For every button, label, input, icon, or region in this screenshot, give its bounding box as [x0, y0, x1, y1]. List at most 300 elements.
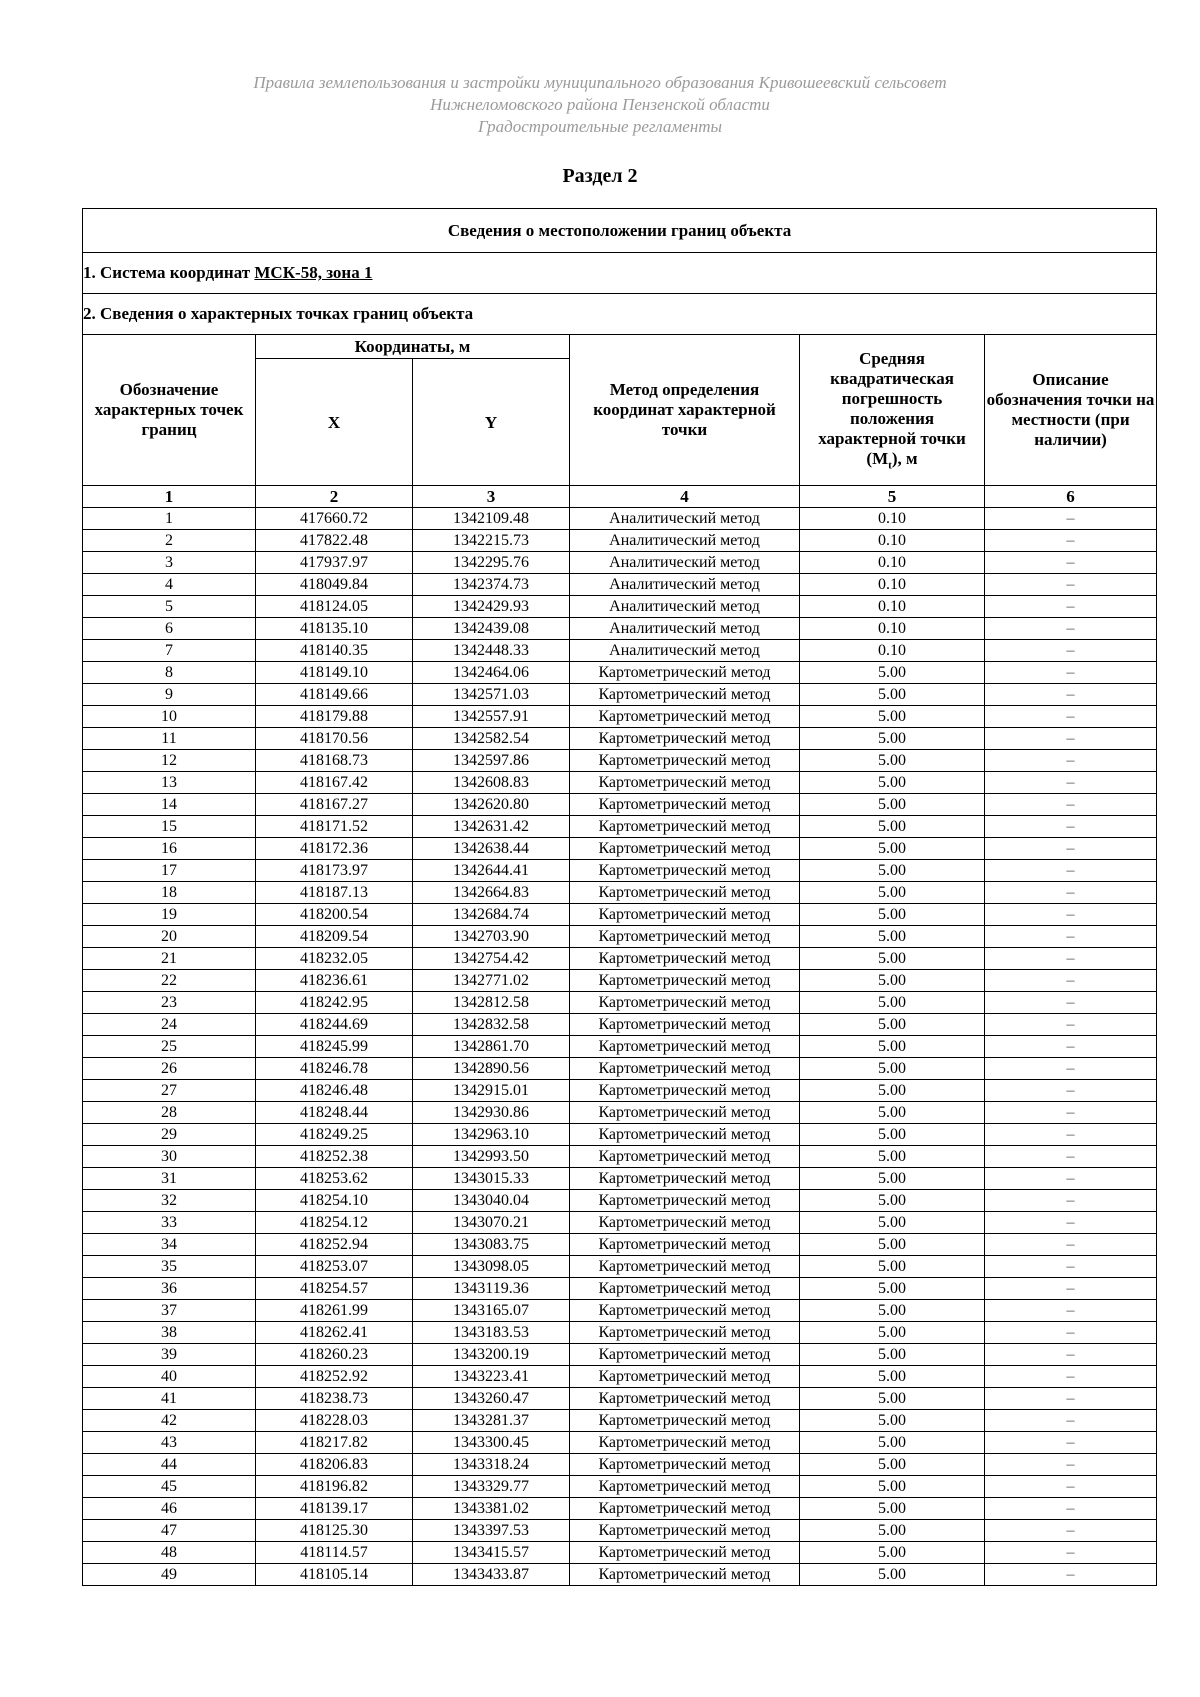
cell-y-coord: 1342812.58 [413, 992, 570, 1014]
cell-method: Картометрический метод [570, 860, 800, 882]
cell-description: – [985, 1102, 1157, 1124]
cell-y-coord: 1342631.42 [413, 816, 570, 838]
cell-point-id: 28 [83, 1102, 256, 1124]
cell-description: – [985, 1234, 1157, 1256]
cell-description: – [985, 1124, 1157, 1146]
col-number-4: 4 [570, 486, 800, 508]
cell-x-coord: 418254.10 [256, 1190, 413, 1212]
cell-method: Картометрический метод [570, 1124, 800, 1146]
table-row [83, 860, 1157, 882]
cell-description: – [985, 530, 1157, 552]
cell-y-coord: 1342644.41 [413, 860, 570, 882]
cell-point-id: 12 [83, 750, 256, 772]
table-row [83, 904, 1157, 926]
cell-x-coord: 418244.69 [256, 1014, 413, 1036]
cell-method: Картометрический метод [570, 1014, 800, 1036]
cell-description: – [985, 1168, 1157, 1190]
cell-y-coord: 1342374.73 [413, 574, 570, 596]
cell-point-id: 31 [83, 1168, 256, 1190]
cell-x-coord: 418105.14 [256, 1564, 413, 1586]
cell-description: – [985, 992, 1157, 1014]
table-row [83, 992, 1157, 1014]
cell-point-id: 5 [83, 596, 256, 618]
cell-y-coord: 1342571.03 [413, 684, 570, 706]
table-row [83, 552, 1157, 574]
table-row [83, 574, 1157, 596]
cell-y-coord: 1342915.01 [413, 1080, 570, 1102]
table-row [83, 926, 1157, 948]
cell-method: Картометрический метод [570, 1542, 800, 1564]
cell-y-coord: 1343098.05 [413, 1256, 570, 1278]
cell-error: 0.10 [800, 574, 985, 596]
cell-description: – [985, 574, 1157, 596]
points-heading: 2. Сведения о характерных точках границ объекта [83, 294, 1157, 335]
cell-y-coord: 1343318.24 [413, 1454, 570, 1476]
coord-system-row [83, 253, 1157, 294]
cell-point-id: 40 [83, 1366, 256, 1388]
cell-description: – [985, 1476, 1157, 1498]
cell-description: – [985, 1322, 1157, 1344]
cell-error: 5.00 [800, 1344, 985, 1366]
table-row [83, 1212, 1157, 1234]
cell-error: 5.00 [800, 1388, 985, 1410]
cell-error: 5.00 [800, 1212, 985, 1234]
cell-description: – [985, 662, 1157, 684]
cell-description: – [985, 1388, 1157, 1410]
table-row [83, 1454, 1157, 1476]
cell-error: 5.00 [800, 1366, 985, 1388]
table-row [83, 882, 1157, 904]
cell-error: 5.00 [800, 706, 985, 728]
cell-description: – [985, 618, 1157, 640]
col-number-3: 3 [413, 486, 570, 508]
cell-point-id: 1 [83, 508, 256, 530]
cell-description: – [985, 640, 1157, 662]
cell-y-coord: 1342448.33 [413, 640, 570, 662]
cell-description: – [985, 1344, 1157, 1366]
table-row [83, 1168, 1157, 1190]
cell-point-id: 10 [83, 706, 256, 728]
cell-description: – [985, 1366, 1157, 1388]
cell-point-id: 47 [83, 1520, 256, 1542]
cell-x-coord: 418228.03 [256, 1410, 413, 1432]
cell-method: Аналитический метод [570, 640, 800, 662]
cell-error: 5.00 [800, 1454, 985, 1476]
table-row [83, 1058, 1157, 1080]
cell-y-coord: 1342439.08 [413, 618, 570, 640]
cell-error: 5.00 [800, 1014, 985, 1036]
cell-error: 5.00 [800, 816, 985, 838]
cell-method: Картометрический метод [570, 1212, 800, 1234]
cell-y-coord: 1342608.83 [413, 772, 570, 794]
cell-point-id: 17 [83, 860, 256, 882]
cell-description: – [985, 508, 1157, 530]
cell-error: 5.00 [800, 904, 985, 926]
section-title: Раздел 2 [562, 165, 638, 187]
cell-x-coord: 418140.35 [256, 640, 413, 662]
cell-method: Картометрический метод [570, 1256, 800, 1278]
cell-y-coord: 1342620.80 [413, 794, 570, 816]
table-row [83, 1476, 1157, 1498]
cell-description: – [985, 1454, 1157, 1476]
cell-y-coord: 1343223.41 [413, 1366, 570, 1388]
cell-x-coord: 418187.13 [256, 882, 413, 904]
cell-method: Картометрический метод [570, 1058, 800, 1080]
cell-x-coord: 418114.57 [256, 1542, 413, 1564]
cell-y-coord: 1343040.04 [413, 1190, 570, 1212]
cell-point-id: 38 [83, 1322, 256, 1344]
table-row [83, 1146, 1157, 1168]
cell-y-coord: 1342557.91 [413, 706, 570, 728]
cell-description: – [985, 1410, 1157, 1432]
cell-y-coord: 1343397.53 [413, 1520, 570, 1542]
cell-x-coord: 418171.52 [256, 816, 413, 838]
col-header-desc: Описание обозначения точки на местности (при наличии) [985, 335, 1157, 486]
cell-method: Картометрический метод [570, 728, 800, 750]
cell-y-coord: 1342109.48 [413, 508, 570, 530]
cell-point-id: 19 [83, 904, 256, 926]
cell-method: Картометрический метод [570, 1278, 800, 1300]
col-header-x: X [256, 359, 413, 486]
cell-error: 5.00 [800, 1058, 985, 1080]
table-row [83, 750, 1157, 772]
cell-description: – [985, 750, 1157, 772]
coord-system-value: МСК-58, зона 1 [254, 263, 373, 282]
table-row [83, 948, 1157, 970]
cell-point-id: 45 [83, 1476, 256, 1498]
cell-point-id: 8 [83, 662, 256, 684]
cell-error: 5.00 [800, 860, 985, 882]
table-row [83, 1498, 1157, 1520]
cell-method: Картометрический метод [570, 882, 800, 904]
table-row [83, 1322, 1157, 1344]
table-row [83, 640, 1157, 662]
cell-y-coord: 1342684.74 [413, 904, 570, 926]
cell-y-coord: 1343381.02 [413, 1498, 570, 1520]
table-row [83, 772, 1157, 794]
table-row [83, 1300, 1157, 1322]
cell-method: Картометрический метод [570, 838, 800, 860]
cell-y-coord: 1343119.36 [413, 1278, 570, 1300]
cell-y-coord: 1342664.83 [413, 882, 570, 904]
cell-method: Картометрический метод [570, 1520, 800, 1542]
cell-method: Картометрический метод [570, 1300, 800, 1322]
cell-error: 5.00 [800, 1102, 985, 1124]
cell-point-id: 4 [83, 574, 256, 596]
cell-method: Картометрический метод [570, 684, 800, 706]
cell-description: – [985, 970, 1157, 992]
table-row [83, 728, 1157, 750]
cell-y-coord: 1343260.47 [413, 1388, 570, 1410]
cell-point-id: 2 [83, 530, 256, 552]
cell-point-id: 16 [83, 838, 256, 860]
cell-point-id: 24 [83, 1014, 256, 1036]
table-row [83, 794, 1157, 816]
col-header-error: Средняя квадратическая погрешность положения характерной точки $(М_t)$, м [800, 335, 985, 486]
cell-point-id: 46 [83, 1498, 256, 1520]
cell-point-id: 35 [83, 1256, 256, 1278]
cell-point-id: 43 [83, 1432, 256, 1454]
cell-point-id: 37 [83, 1300, 256, 1322]
table-row [83, 618, 1157, 640]
cell-x-coord: 418179.88 [256, 706, 413, 728]
cell-y-coord: 1342754.42 [413, 948, 570, 970]
cell-x-coord: 418173.97 [256, 860, 413, 882]
cell-description: – [985, 948, 1157, 970]
table-row [83, 1564, 1157, 1586]
cell-description: – [985, 706, 1157, 728]
cell-method: Картометрический метод [570, 992, 800, 1014]
cell-description: – [985, 882, 1157, 904]
cell-y-coord: 1342429.93 [413, 596, 570, 618]
table-row [83, 1278, 1157, 1300]
cell-x-coord: 418139.17 [256, 1498, 413, 1520]
cell-description: – [985, 684, 1157, 706]
cell-y-coord: 1342771.02 [413, 970, 570, 992]
cell-method: Картометрический метод [570, 706, 800, 728]
table-row [83, 1190, 1157, 1212]
cell-error: 5.00 [800, 1256, 985, 1278]
cell-point-id: 27 [83, 1080, 256, 1102]
table-title: Сведения о местоположении границ объекта [83, 209, 1157, 253]
cell-method: Картометрический метод [570, 1190, 800, 1212]
cell-method: Картометрический метод [570, 1344, 800, 1366]
table-row [83, 1080, 1157, 1102]
cell-y-coord: 1342993.50 [413, 1146, 570, 1168]
cell-method: Картометрический метод [570, 1146, 800, 1168]
cell-method: Аналитический метод [570, 508, 800, 530]
cell-y-coord: 1342703.90 [413, 926, 570, 948]
cell-method: Картометрический метод [570, 750, 800, 772]
cell-error: 5.00 [800, 684, 985, 706]
cell-point-id: 49 [83, 1564, 256, 1586]
cell-method: Картометрический метод [570, 662, 800, 684]
cell-error: 5.00 [800, 1080, 985, 1102]
cell-error: 0.10 [800, 508, 985, 530]
header-line-1: Правила землепользования и застройки муниципального образования Кривошеевский сельсовет [253, 73, 947, 92]
cell-x-coord: 418260.23 [256, 1344, 413, 1366]
cell-x-coord: 418248.44 [256, 1102, 413, 1124]
cell-description: – [985, 1520, 1157, 1542]
table-row [83, 1234, 1157, 1256]
cell-method: Аналитический метод [570, 574, 800, 596]
cell-point-id: 42 [83, 1410, 256, 1432]
table-row [83, 596, 1157, 618]
cell-description: – [985, 1256, 1157, 1278]
running-header [0, 72, 1200, 138]
cell-method: Картометрический метод [570, 1564, 800, 1586]
cell-method: Картометрический метод [570, 794, 800, 816]
cell-x-coord: 418049.84 [256, 574, 413, 596]
table-row [83, 1432, 1157, 1454]
cell-y-coord: 1342464.06 [413, 662, 570, 684]
cell-x-coord: 418253.62 [256, 1168, 413, 1190]
cell-point-id: 33 [83, 1212, 256, 1234]
cell-point-id: 15 [83, 816, 256, 838]
cell-point-id: 25 [83, 1036, 256, 1058]
cell-description: – [985, 772, 1157, 794]
cell-error: 5.00 [800, 1190, 985, 1212]
cell-error: 5.00 [800, 1520, 985, 1542]
table-row [83, 1410, 1157, 1432]
cell-point-id: 44 [83, 1454, 256, 1476]
col-header-method: Метод определения координат характерной точки [570, 335, 800, 486]
cell-error: 5.00 [800, 926, 985, 948]
cell-x-coord: 417937.97 [256, 552, 413, 574]
cell-point-id: 23 [83, 992, 256, 1014]
cell-x-coord: 418252.94 [256, 1234, 413, 1256]
table-row [83, 1036, 1157, 1058]
cell-error: 5.00 [800, 1476, 985, 1498]
cell-method: Картометрический метод [570, 948, 800, 970]
cell-y-coord: 1342215.73 [413, 530, 570, 552]
cell-x-coord: 418262.41 [256, 1322, 413, 1344]
cell-error: 0.10 [800, 530, 985, 552]
cell-x-coord: 418209.54 [256, 926, 413, 948]
cell-point-id: 21 [83, 948, 256, 970]
cell-method: Аналитический метод [570, 596, 800, 618]
cell-error: 5.00 [800, 970, 985, 992]
cell-y-coord: 1342597.86 [413, 750, 570, 772]
cell-point-id: 13 [83, 772, 256, 794]
cell-error: 5.00 [800, 1278, 985, 1300]
cell-error: 5.00 [800, 838, 985, 860]
cell-method: Картометрический метод [570, 816, 800, 838]
cell-error: 0.10 [800, 618, 985, 640]
cell-error: 5.00 [800, 1322, 985, 1344]
cell-y-coord: 1342861.70 [413, 1036, 570, 1058]
table-row [83, 816, 1157, 838]
cell-point-id: 34 [83, 1234, 256, 1256]
table-row [83, 1124, 1157, 1146]
cell-description: – [985, 552, 1157, 574]
cell-error: 5.00 [800, 1124, 985, 1146]
cell-method: Картометрический метод [570, 1388, 800, 1410]
cell-method: Картометрический метод [570, 1498, 800, 1520]
cell-error: 5.00 [800, 772, 985, 794]
cell-description: – [985, 1300, 1157, 1322]
cell-y-coord: 1343083.75 [413, 1234, 570, 1256]
table-row [83, 662, 1157, 684]
cell-x-coord: 418236.61 [256, 970, 413, 992]
cell-y-coord: 1343183.53 [413, 1322, 570, 1344]
cell-error: 5.00 [800, 882, 985, 904]
cell-x-coord: 418196.82 [256, 1476, 413, 1498]
cell-method: Картометрический метод [570, 1410, 800, 1432]
table-row [83, 1256, 1157, 1278]
cell-error: 5.00 [800, 1542, 985, 1564]
cell-error: 5.00 [800, 1564, 985, 1586]
cell-y-coord: 1343300.45 [413, 1432, 570, 1454]
cell-x-coord: 418254.57 [256, 1278, 413, 1300]
cell-description: – [985, 860, 1157, 882]
cell-x-coord: 418246.78 [256, 1058, 413, 1080]
cell-error: 5.00 [800, 1300, 985, 1322]
cell-error: 5.00 [800, 750, 985, 772]
cell-point-id: 9 [83, 684, 256, 706]
table-row [83, 684, 1157, 706]
cell-error: 5.00 [800, 1498, 985, 1520]
cell-error: 5.00 [800, 1036, 985, 1058]
cell-error: 5.00 [800, 992, 985, 1014]
cell-y-coord: 1342582.54 [413, 728, 570, 750]
cell-error: 5.00 [800, 1168, 985, 1190]
cell-description: – [985, 904, 1157, 926]
col-number-2: 2 [256, 486, 413, 508]
cell-description: – [985, 816, 1157, 838]
cell-y-coord: 1343070.21 [413, 1212, 570, 1234]
cell-x-coord: 418254.12 [256, 1212, 413, 1234]
cell-error: 5.00 [800, 794, 985, 816]
cell-method: Картометрический метод [570, 926, 800, 948]
cell-x-coord: 418252.38 [256, 1146, 413, 1168]
cell-x-coord: 418261.99 [256, 1300, 413, 1322]
cell-y-coord: 1343415.57 [413, 1542, 570, 1564]
cell-x-coord: 417660.72 [256, 508, 413, 530]
cell-y-coord: 1342295.76 [413, 552, 570, 574]
table-row [83, 1520, 1157, 1542]
cell-y-coord: 1343165.07 [413, 1300, 570, 1322]
cell-point-id: 14 [83, 794, 256, 816]
cell-method: Картометрический метод [570, 1168, 800, 1190]
cell-description: – [985, 728, 1157, 750]
col-header-point: Обозначение характерных точек границ [83, 335, 256, 486]
table-row [83, 970, 1157, 992]
table-row [83, 706, 1157, 728]
cell-method: Аналитический метод [570, 530, 800, 552]
cell-x-coord: 418149.66 [256, 684, 413, 706]
cell-error: 5.00 [800, 1234, 985, 1256]
cell-point-id: 7 [83, 640, 256, 662]
cell-x-coord: 418149.10 [256, 662, 413, 684]
cell-x-coord: 418252.92 [256, 1366, 413, 1388]
cell-point-id: 6 [83, 618, 256, 640]
cell-description: – [985, 1080, 1157, 1102]
cell-y-coord: 1342963.10 [413, 1124, 570, 1146]
table-row [83, 1388, 1157, 1410]
cell-x-coord: 418200.54 [256, 904, 413, 926]
cell-x-coord: 418125.30 [256, 1520, 413, 1542]
cell-x-coord: 418167.42 [256, 772, 413, 794]
col-number-6: 6 [985, 486, 1157, 508]
cell-description: – [985, 1190, 1157, 1212]
cell-description: – [985, 1278, 1157, 1300]
cell-method: Картометрический метод [570, 1454, 800, 1476]
cell-x-coord: 418217.82 [256, 1432, 413, 1454]
cell-point-id: 11 [83, 728, 256, 750]
cell-point-id: 20 [83, 926, 256, 948]
cell-description: – [985, 596, 1157, 618]
cell-method: Картометрический метод [570, 1036, 800, 1058]
cell-x-coord: 418170.56 [256, 728, 413, 750]
cell-y-coord: 1342832.58 [413, 1014, 570, 1036]
cell-description: – [985, 794, 1157, 816]
cell-method: Картометрический метод [570, 1432, 800, 1454]
cell-point-id: 29 [83, 1124, 256, 1146]
cell-description: – [985, 1146, 1157, 1168]
cell-method: Картометрический метод [570, 1080, 800, 1102]
cell-error: 0.10 [800, 640, 985, 662]
cell-point-id: 39 [83, 1344, 256, 1366]
cell-error: 0.10 [800, 552, 985, 574]
cell-description: – [985, 1498, 1157, 1520]
cell-point-id: 30 [83, 1146, 256, 1168]
boundary-points-table [82, 208, 1157, 1586]
header-line-2: Нижнеломовского района Пензенской области [430, 95, 770, 114]
table-row [83, 1344, 1157, 1366]
table-row [83, 530, 1157, 552]
coord-system-prefix: 1. Система координат [83, 263, 255, 282]
